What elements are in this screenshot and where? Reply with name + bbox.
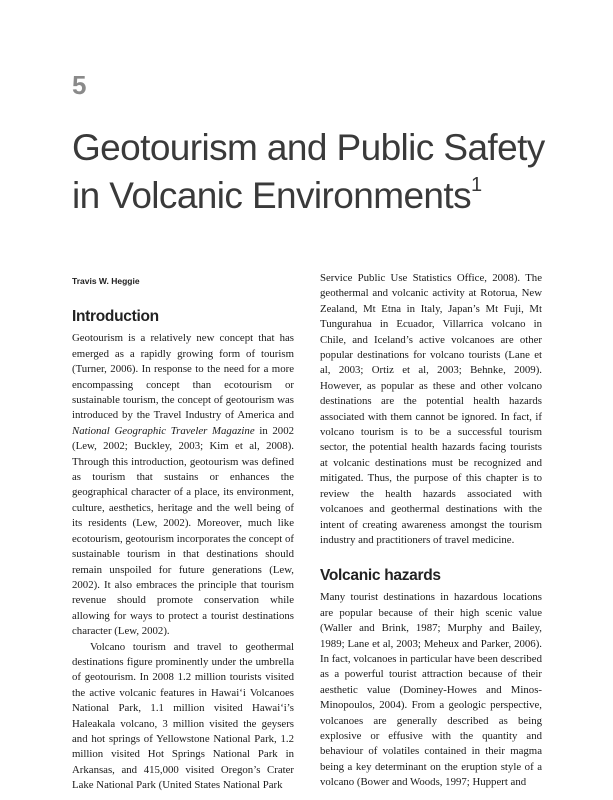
chapter-number: 5 [72,70,87,100]
chapter-title [72,124,572,220]
paragraph-text: Geotourism is a relatively new concept that has emerged as a rapidly growing form of tourism (Turner, 2006). In response to the need for a more encompassing concept than ecotourism or sustainable tourism, the concept of geotourism was introduced by the Travel Industry of America and [72,332,294,422]
paragraph-text: in 2002 (Lew, 2002; Buckley, 2003; Kim et al, 2008). Through this introduction, geotourism was defined as tourism that sustains or enhances the geographical character of a place, its environment, culture, aesthetics, heritage and the well being of its residents (Lew, 2002). Moreover, much like ecotourism, geotourism incorporates the concept of sustainable tourism in that destinations should remain unspoiled for future generations (Lew, 2002). It also embraces the principle that tourism revenue should promote conservation while allowing for ways to protect a tourist destinations character (Lew, 2002). [72,424,295,638]
right-column [320,271,542,791]
paragraph-continued: Service Public Use Statistics Office, 2008). The geothermal and volcanic activity at Rotorua, New Zealand, Mt Etna in Italy, Japan’s Mt Fuji, Mt Tungurahua in Ecuador, Villarrica volcano in Chile, and Iceland’s active volcanoes are other popular destinations for volcano tourists (Lane et al, 2003; Ortiz et al, 2003; Behnke, 2009). However, as popular as these and other volcano destinations are the potential health hazards associated with them cannot be ignored. In fact, if volcano tourism is to be a successful tourism sector, the potential health hazards facing tourists at volcanic destinations must be recognized and mitigated. Thus, the purpose of this chapter is to review the health hazards associated with volcanoes and geothermal destinations with the intent of creating awareness amongst the tourism industry and practitioners of travel medicine. [320,272,542,546]
chapter-title-line2: in Volcanic Environments [72,175,471,216]
author-name: Travis W. Heggie [72,276,140,286]
chapter-title-line1: Geotourism and Public Safety [72,127,545,168]
section-heading-volcanic-hazards: Volcanic hazards [320,567,441,585]
paragraph: Volcano tourism and travel to geothermal destinations figure prominently under the umbrella of geotourism. In 2008 1.2 million tourists visited the active volcanic features in Hawai‘i Volcanoes National Park, 1.1 million visited Hawai‘i’s Haleakala volcano, 3 million visited the geysers and hot springs of Yellowstone National Park, 1.2 million visited Hot Springs National Park in Arkansas, and 415,000 visited Oregon’s Crater Lake National Park (United States National Park [72,640,294,792]
italic-title: National Geographic Traveler Magazine [72,424,255,437]
title-footnote-marker: 1 [470,174,483,196]
paragraph: Many tourist destinations in hazardous locations are popular because of their high scenic value (Waller and Brink, 1987; Murphy and Bailey, 1989; Lane et al, 2003; Meheux and Parker, 2006). In fact, volcanoes in particular have been described as a powerful tourist attraction because of their aesthetic value (Dominey-Howes and Minos-Minopoulos, 2004). From a geologic perspective, volcanoes are generally described as being explosive or effusive with the quantity and behaviour of volatiles contained in their magma being a key determinant on the eruption style of a volcano (Bower and Woods, 1997; Huppert and [320,591,542,789]
section-heading-introduction: Introduction [72,308,159,326]
left-column [72,271,294,794]
paragraph [72,331,294,639]
